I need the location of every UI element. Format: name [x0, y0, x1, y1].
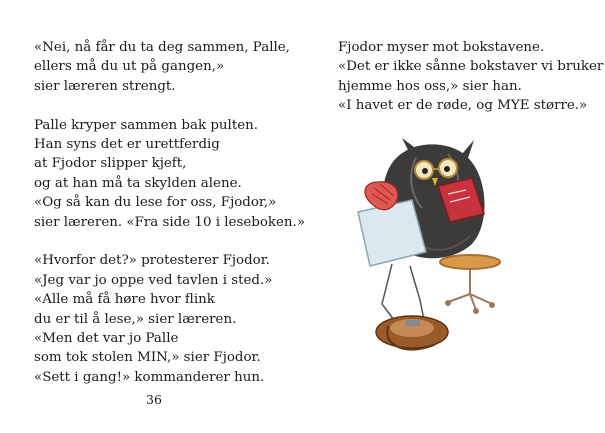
text-line: sier læreren. «Fra side 10 i leseboken.»	[34, 214, 306, 230]
text-line: «I havet er de røde, og MYE større.»	[338, 98, 588, 114]
text-line: «Det er ikke sånne bokstaver vi bruker	[338, 59, 604, 75]
text-line: «Nei, nå får du ta deg sammen, Palle,	[34, 40, 290, 55]
text-line: «Hvorfor det?» protesterer Fjodor.	[34, 253, 270, 269]
page-number: 36	[146, 392, 162, 407]
text-line: du er til å lese,» sier læreren.	[34, 311, 237, 327]
paragraph	[338, 38, 604, 116]
owl-reading-book-icon	[352, 124, 552, 364]
text-line: «Og så kan du lese for oss, Fjodor,»	[34, 195, 277, 211]
text-line: Palle kryper sammen bak pulten.	[34, 117, 259, 133]
text-line: sier læreren strengt.	[34, 78, 176, 94]
text-line: Han syns det er urettferdig	[34, 137, 220, 153]
text-line: «Sett i gang!» kommanderer hun.	[34, 369, 265, 385]
text-line: ellers må du ut på gangen,»	[34, 59, 225, 75]
text-line: som tok stolen MIN,» sier Fjodor.	[34, 350, 261, 366]
text-line: hjemme hos oss,» sier han.	[338, 78, 522, 94]
text-line: «Men det var jo Palle	[34, 331, 179, 347]
text-line: at Fjodor slipper kjeft,	[34, 156, 187, 172]
chair	[440, 255, 500, 313]
text-line: «Jeg var jo oppe ved tavlen i sted.»	[34, 272, 273, 288]
left-text-column	[34, 38, 304, 407]
paragraph	[34, 38, 304, 96]
right-text-column	[338, 38, 604, 135]
owl-legs	[382, 264, 424, 324]
red-wing	[365, 182, 398, 210]
text-line: Fjodor myser mot bokstavene.	[338, 40, 545, 55]
school-bag	[376, 316, 448, 350]
text-line: «Alle må få høre hvor flink	[34, 292, 215, 308]
paragraph	[34, 116, 304, 232]
paragraph	[34, 251, 304, 387]
text-line: og at han må ta skylden alene.	[34, 175, 242, 191]
